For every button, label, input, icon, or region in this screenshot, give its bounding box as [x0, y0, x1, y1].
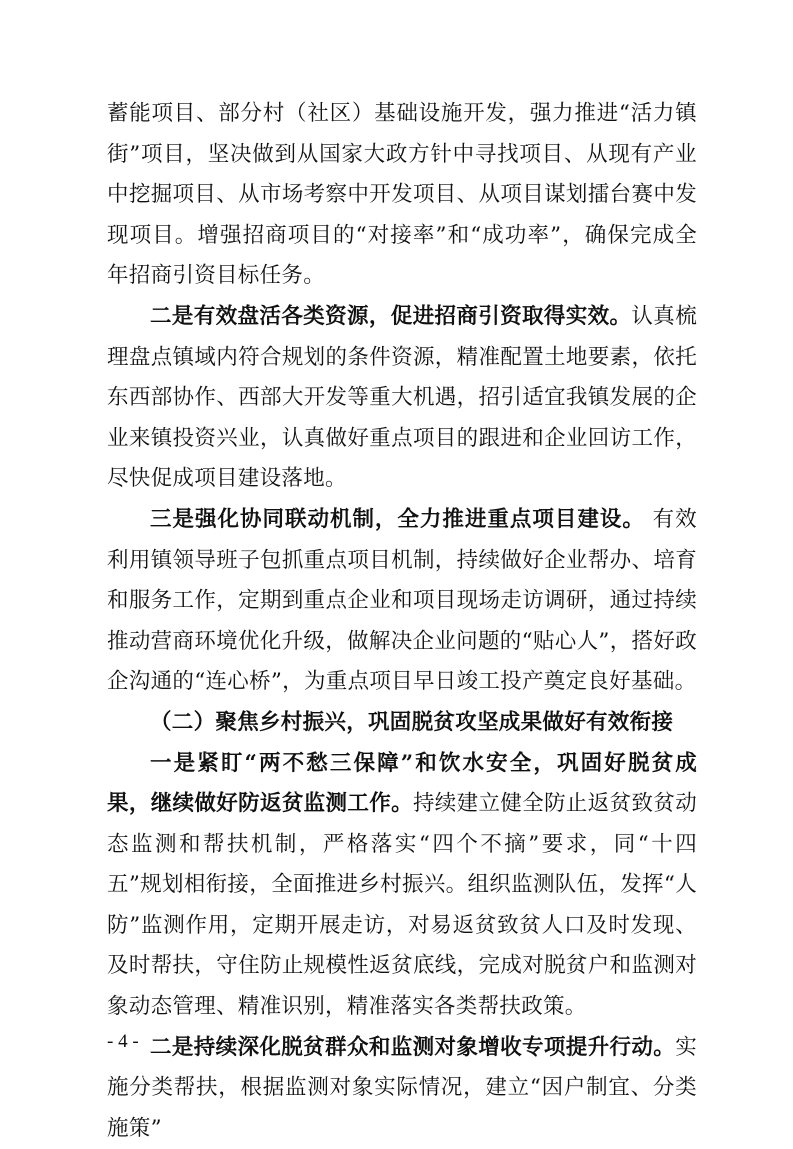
paragraph-text: 蓄能项目、部分村（社区）基础设施开发，强力推进“活力镇街”项目，坚决做到从国家大政方针中寻找项目、从现有产业中挖掘项目、从市场考察中开发项目、从项目谋划擂台赛中发现项目。增强招商项目的“对接率”和“成功率”，确保完成全年招商引资目标任务。	[107, 101, 697, 289]
paragraph-text: 实施分类帮扶，根据监测对象实际情况，建立“因户制宜、分类施策”	[107, 1034, 697, 1141]
body-text	[107, 94, 697, 1149]
paragraph-1	[107, 94, 697, 297]
paragraph-lead: 一是紧盯“两不愁三保障”和饮水安全，巩固好脱贫成果，继续做好防返贫监测工作。	[107, 750, 697, 817]
paragraph-text: 持续建立健全防止返贫致贫动态监测和帮扶机制，严格落实“四个不摘”要求，同“十四五”规划相衔接，全面推进乡村振兴。组织监测队伍，发挥“人防”监测作用，定期开展走访，对易返贫致贫人口及时发现、及时帮扶，守住防止规模性返贫底线，完成对脱贫户和监测对象动态管理、精准识别，精准落实各类帮扶政策。	[107, 791, 697, 1020]
paragraph-text: 认真梳理盘点镇域内符合规划的条件资源，精准配置土地要素，依托东西部协作、西部大开发等重大机遇，招引适宜我镇发展的企业来镇投资兴业，认真做好重点项目的跟进和企业回访工作，尽快促成项目建设落地。	[107, 303, 697, 492]
section-heading: （二）聚焦乡村振兴，巩固脱贫攻坚成果做好有效衔接	[150, 709, 674, 735]
paragraph-text: 有效利用镇领导班子包抓重点项目机制，持续做好企业帮办、培育和服务工作，定期到重点企业和项目现场走访调研，通过持续推动营商环境优化升级，做解决企业问题的“贴心人”，搭好政企沟通的“连心桥”，为重点项目早日竣工投产奠定良好基础。	[107, 506, 697, 695]
page-number: - 4 -	[107, 1031, 139, 1052]
paragraph-lead: 二是有效盘活各类资源，促进招商引资取得实效。	[150, 303, 632, 329]
paragraph-2	[107, 297, 697, 500]
paragraph-lead: 三是强化协同联动机制，全力推进重点项目建设。	[150, 506, 645, 532]
paragraph-3	[107, 500, 697, 703]
paragraph-4	[107, 744, 697, 1028]
paragraph-lead: 二是持续深化脱贫群众和监测对象增收专项提升行动。	[150, 1034, 676, 1060]
paragraph-5	[107, 1028, 697, 1149]
